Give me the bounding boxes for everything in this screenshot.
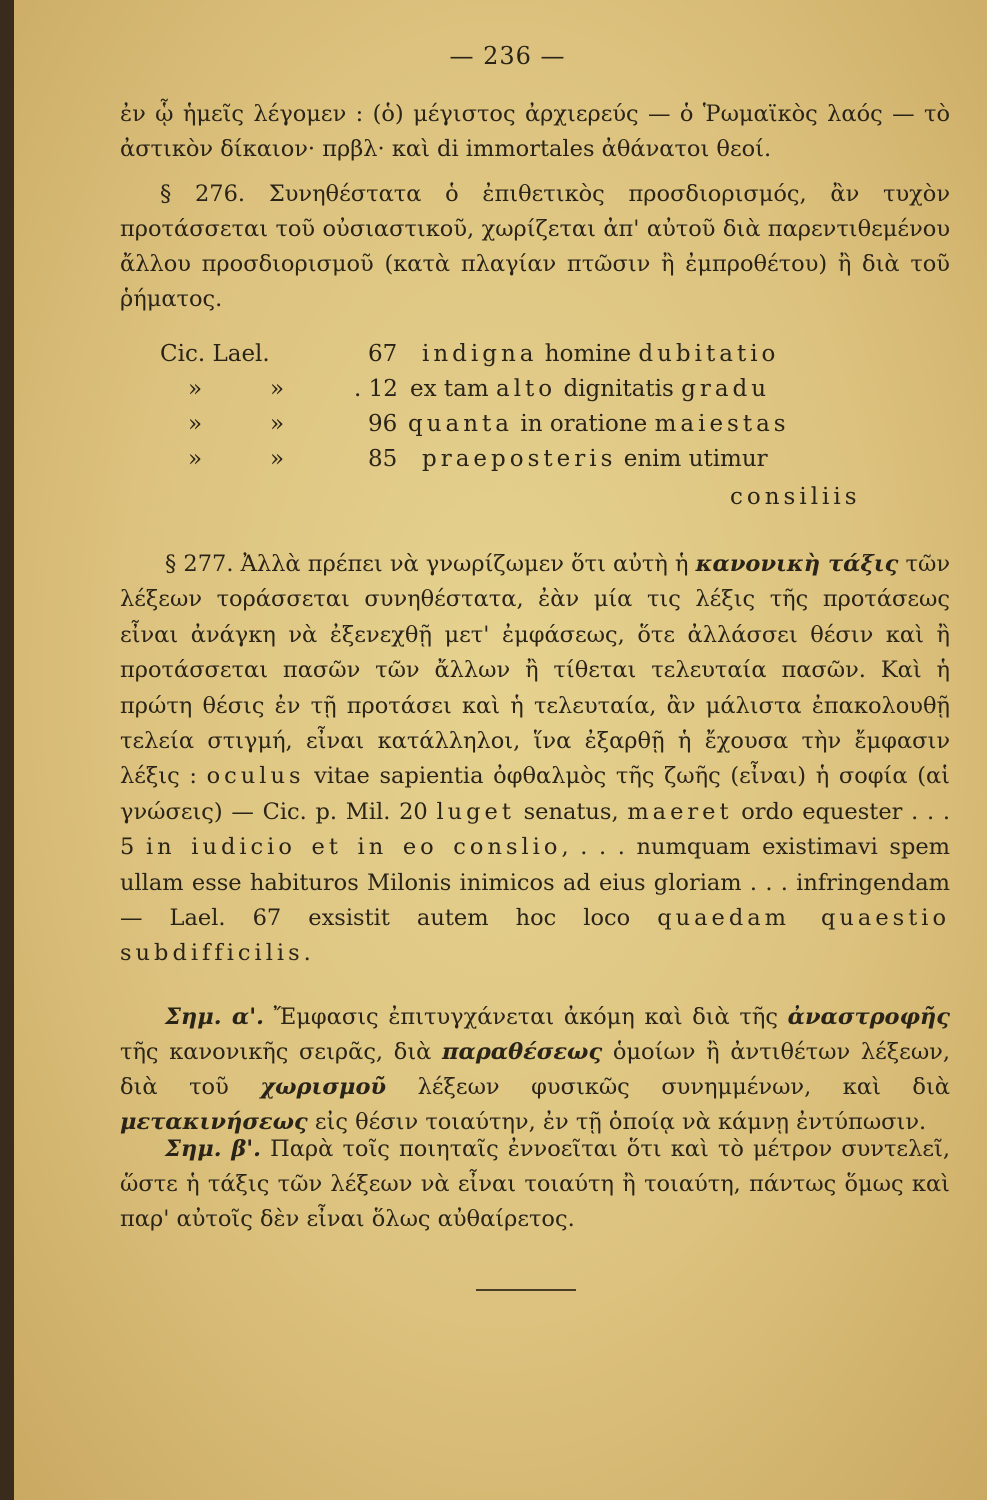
example-emphasis: maiestas: [654, 411, 790, 437]
paragraph-continuation: ἐν ᾧ ἡμεῖς λέγομεν : (ὁ) μέγιστος ἀρχιερεύς — ὁ Ῥωμαϊκὸς λαός — τὸ ἀστικὸν δίκαιον· πρβλ· καὶ di immortales ἀθάνατοι θεοί.: [120, 101, 950, 162]
paragraph-277: [120, 547, 950, 972]
ditto-mark: »: [270, 446, 285, 472]
example-text: ex tam: [410, 376, 496, 402]
example-text: in oratione: [513, 411, 655, 437]
paragraph-text: § 277. Ἀλλὰ πρέπει νὰ γνωρίζωμεν ὅτι αὐτὴ ἡ: [165, 551, 696, 577]
latin-emphasis: luget: [436, 798, 515, 825]
example-number: 85: [368, 446, 398, 472]
bold-term: χωρισμοῦ: [260, 1074, 387, 1100]
ditto-mark: »: [188, 376, 203, 402]
note-text: Παρὰ τοῖς ποιηταῖς ἐννοεῖται ὅτι καὶ τὸ μέτρον συντελεῖ, ὥστε ἡ τάξις τῶν λέξεων νὰ εἶναι τοιαύτη ἢ τοιαύτη, πάντως ὅμως καὶ παρ' αὐτοῖς δὲν εἶναι ὅλως αὐθαίρετος.: [120, 1136, 950, 1232]
latin-emphasis: maeret: [627, 798, 733, 825]
example-text: homine: [537, 341, 639, 367]
page-number: — 236 —: [449, 42, 566, 70]
example-text: dignitatis: [563, 376, 674, 402]
example-emphasis: dubitatio: [638, 341, 780, 367]
paragraph-text: senatus,: [514, 798, 628, 825]
paragraph-text: τῶν λέξεων τοράσσεται συνηθέστατα, ἐὰν μία τις λέξις τῆς προτάσεως εἶναι ἀνάγκη νὰ ἐξενεχθῇ μετ' ἐμφάσεως, ὅτε ἀλλάσσει θέσιν καὶ ἢ προτάσσεται πασῶν τῶν ἄλλων ἢ τίθεται τελευταία πασῶν. Καὶ ἡ πρώτη θέσις ἐν τῇ προτάσει καὶ ἡ τελευταία, ἂν μάλιστα ἐπακολουθῇ τελεία στιγμή, εἶναι κατάλληλοι, ἵνα ἐξαρθῇ ἡ ἔχουσα τὴν ἔμφασιν λέξις :: [120, 551, 951, 790]
example-continuation: consiliis: [730, 484, 861, 510]
ditto-mark: »: [188, 411, 203, 437]
example-number: 96: [368, 411, 398, 437]
note-text: λέξεων φυσικῶς συνημμένων, καὶ διὰ: [386, 1074, 950, 1100]
latin-emphasis: in iudicio et in eo conslio: [145, 834, 562, 861]
example-emphasis: quanta: [408, 411, 514, 437]
bold-term: μετακινήσεως: [120, 1109, 308, 1135]
note-label: Σημ. β'.: [165, 1136, 262, 1162]
paragraph-text: .: [303, 940, 311, 967]
example-number: . 12: [354, 376, 398, 402]
note-label: Σημ. α'.: [165, 1004, 264, 1030]
ditto-mark: »: [270, 376, 285, 402]
example-text: enim utimur: [616, 446, 768, 472]
example-emphasis: praeposteris: [422, 446, 617, 472]
note-text: εἰς θέσιν τοιαύτην, ἐν τῇ ὁποίᾳ νὰ κάμνῃ ἐντύπωσιν.: [307, 1109, 927, 1135]
paragraph-text: ordo equester . . . 5: [120, 798, 950, 861]
note-b: [120, 1132, 950, 1237]
paragraph-text: , . . . numquam existimavi spem ullam esse habituros Milonis inimicos ad eius gloriam . . . infringendam — Lael. 67 exsistit autem hoc loco: [120, 834, 951, 932]
note-text: ὁμοίων ἢ ἀντιθέτων λέξεων, διὰ τοῦ: [120, 1039, 950, 1100]
bold-term: παραθέσεως: [442, 1039, 603, 1065]
example-emphasis: gradu: [681, 376, 771, 402]
ditto-mark: »: [188, 446, 203, 472]
example-emphasis: alto: [495, 376, 557, 402]
bold-term: ἀναστροφῆς: [787, 1004, 950, 1030]
note-a: [120, 1000, 950, 1140]
example-emphasis: indigna: [422, 341, 538, 367]
note-text: Ἔμφασις ἐπιτυγχάνεται ἀκόμη καὶ διὰ τῆς: [263, 1004, 788, 1030]
ditto-mark: »: [270, 411, 285, 437]
example-source: Cic. Lael.: [160, 341, 270, 367]
end-rule: [476, 1289, 576, 1291]
paragraph-276: § 276. Συνηθέστατα ὁ ἐπιθετικὸς προσδιορισμός, ἂν τυχὸν προτάσσεται τοῦ οὐσιαστικοῦ, χωρίζεται ἀπ' αὐτοῦ διὰ παρεντιθεμένου ἄλλου προσδιορισμοῦ (κατὰ πλαγίαν πτῶσιν ἢ ἐμπροθέτου) ἢ διὰ τοῦ ῥήματος.: [120, 181, 950, 312]
paragraph-text: vitae sapientia ὀφθαλμὸς τῆς ζωῆς (εἶναι) ἡ σοφία (αἱ γνώσεις) — Cic. p. Mil. 20: [120, 763, 950, 825]
example-number: 67: [368, 341, 398, 367]
note-text: τῆς κανονικῆς σειρᾶς, διὰ: [120, 1039, 443, 1065]
bold-term: κανονικὴ τάξις: [695, 551, 899, 577]
latin-emphasis: oculus: [206, 763, 305, 790]
latin-emphasis: quaedam quaestio subdifficilis: [120, 905, 950, 967]
